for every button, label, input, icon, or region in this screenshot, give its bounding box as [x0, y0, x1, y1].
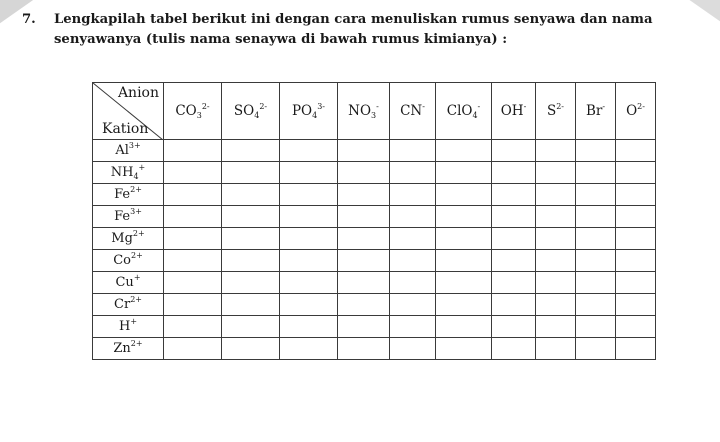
answer-cell[interactable]	[164, 206, 222, 228]
answer-cell[interactable]	[436, 162, 492, 184]
cation-label-subscript: 4	[133, 172, 139, 181]
answer-cell[interactable]	[536, 272, 576, 294]
anion-header-cell	[436, 83, 492, 140]
answer-cell[interactable]	[390, 272, 436, 294]
answer-cell[interactable]	[164, 162, 222, 184]
question-line-1: Lengkapilah tabel berikut ini dengan cara menuliskan rumus senyawa dan nama	[54, 12, 653, 27]
answer-cell[interactable]	[616, 250, 656, 272]
answer-cell[interactable]	[280, 338, 338, 360]
answer-cell[interactable]	[222, 206, 280, 228]
answer-cell[interactable]	[436, 338, 492, 360]
answer-cell[interactable]	[338, 316, 390, 338]
answer-cell[interactable]	[338, 294, 390, 316]
cation-label-charge: 2+	[130, 339, 143, 348]
table-row	[93, 272, 656, 294]
answer-cell[interactable]	[164, 272, 222, 294]
answer-cell[interactable]	[280, 206, 338, 228]
answer-cell[interactable]	[164, 316, 222, 338]
answer-cell[interactable]	[576, 272, 616, 294]
cation-label-charge: 3+	[130, 207, 142, 216]
answer-cell[interactable]	[164, 338, 222, 360]
cation-label-symbol: Fe	[114, 187, 131, 202]
answer-cell[interactable]	[222, 228, 280, 250]
cation-label-charge: 3+	[128, 141, 141, 150]
answer-cell[interactable]	[536, 294, 576, 316]
anion-header-row	[93, 83, 656, 140]
answer-cell[interactable]	[536, 316, 576, 338]
anion-label	[501, 103, 527, 119]
answer-cell[interactable]	[576, 338, 616, 360]
answer-cell[interactable]	[280, 294, 338, 316]
cation-label-symbol: Cu	[115, 275, 134, 290]
answer-cell[interactable]	[436, 250, 492, 272]
answer-cell[interactable]	[492, 228, 536, 250]
answer-cell[interactable]	[616, 206, 656, 228]
anion-label-symbol: ClO	[446, 103, 473, 119]
answer-cell[interactable]	[536, 140, 576, 162]
cation-label-charge: +	[130, 317, 138, 326]
answer-cell[interactable]	[390, 184, 436, 206]
anion-label-charge: -	[376, 102, 379, 111]
answer-cell[interactable]	[536, 228, 576, 250]
answer-cell[interactable]	[338, 228, 390, 250]
answer-cell[interactable]	[616, 184, 656, 206]
anion-label	[175, 103, 209, 119]
answer-cell[interactable]	[492, 206, 536, 228]
cation-label-symbol: Zn	[113, 341, 131, 356]
cation-label-charge: 2+	[130, 295, 142, 304]
answer-cell[interactable]	[436, 140, 492, 162]
anion-label-symbol: NO	[348, 103, 372, 119]
cation-header-cell	[93, 184, 164, 206]
anion-label-symbol: Br	[585, 103, 603, 119]
anion-label	[348, 103, 379, 119]
cation-label	[115, 275, 140, 290]
table-row	[93, 140, 656, 162]
cation-label-symbol: NH	[110, 165, 134, 180]
cation-label-symbol: H	[118, 319, 131, 334]
answer-cell[interactable]	[492, 250, 536, 272]
anion-label-charge: -	[602, 102, 606, 111]
cation-label	[115, 143, 140, 158]
table-row	[93, 184, 656, 206]
table-row	[93, 162, 656, 184]
answer-cell[interactable]	[280, 184, 338, 206]
answer-cell[interactable]	[222, 338, 280, 360]
answer-cell[interactable]	[280, 228, 338, 250]
answer-cell[interactable]	[616, 228, 656, 250]
anion-header-cell	[576, 83, 616, 140]
corner-header-cell	[93, 83, 164, 140]
anion-header-cell	[492, 83, 536, 140]
answer-cell[interactable]	[222, 250, 280, 272]
answer-cell[interactable]	[536, 338, 576, 360]
answer-cell[interactable]	[164, 140, 222, 162]
table-row	[93, 250, 656, 272]
answer-cell[interactable]	[576, 250, 616, 272]
answer-cell[interactable]	[164, 294, 222, 316]
cation-label	[111, 165, 146, 180]
question-number: 7.	[22, 12, 36, 27]
table-body	[93, 140, 656, 360]
answer-cell[interactable]	[576, 184, 616, 206]
cation-label-charge: 2+	[132, 229, 145, 238]
answer-cell[interactable]	[390, 294, 436, 316]
answer-cell[interactable]	[280, 272, 338, 294]
anion-label-symbol: O	[626, 103, 638, 119]
answer-cell[interactable]	[616, 140, 656, 162]
anion-label-symbol: CN	[400, 103, 423, 119]
answer-cell[interactable]	[338, 206, 390, 228]
anion-label-charge: 2-	[556, 102, 565, 111]
cation-label	[114, 209, 142, 224]
table-row	[93, 294, 656, 316]
cation-header-cell	[93, 272, 164, 294]
answer-cell[interactable]	[616, 316, 656, 338]
anion-label-charge: 2-	[259, 102, 268, 111]
answer-cell[interactable]	[280, 250, 338, 272]
cation-corner-label: Kation	[102, 121, 149, 137]
answer-cell[interactable]	[576, 294, 616, 316]
answer-cell[interactable]	[536, 162, 576, 184]
answer-cell[interactable]	[492, 272, 536, 294]
answer-cell[interactable]	[390, 250, 436, 272]
cation-label-charge: +	[133, 273, 141, 282]
cation-label-symbol: Mg	[111, 231, 133, 246]
anion-label	[400, 103, 425, 119]
anion-label-charge: -	[477, 102, 481, 111]
answer-cell[interactable]	[616, 338, 656, 360]
cation-label	[113, 341, 142, 356]
answer-cell[interactable]	[616, 294, 656, 316]
cation-header-cell	[93, 316, 164, 338]
ion-compound-table	[92, 82, 656, 360]
answer-cell[interactable]	[164, 228, 222, 250]
answer-cell[interactable]	[164, 250, 222, 272]
cation-header-cell	[93, 206, 164, 228]
answer-cell[interactable]	[222, 162, 280, 184]
anion-label	[234, 103, 267, 119]
answer-cell[interactable]	[222, 294, 280, 316]
answer-cell[interactable]	[390, 338, 436, 360]
cation-header-cell	[93, 228, 164, 250]
answer-cell[interactable]	[492, 140, 536, 162]
answer-cell[interactable]	[164, 184, 222, 206]
answer-cell[interactable]	[390, 140, 436, 162]
answer-cell[interactable]	[390, 162, 436, 184]
table-row	[93, 228, 656, 250]
anion-header-cell	[280, 83, 338, 140]
answer-cell[interactable]	[222, 184, 280, 206]
answer-cell[interactable]	[536, 206, 576, 228]
answer-cell[interactable]	[536, 184, 576, 206]
answer-cell[interactable]	[576, 206, 616, 228]
cation-label-symbol: Co	[113, 253, 131, 268]
answer-cell[interactable]	[436, 228, 492, 250]
anion-header-cell	[164, 83, 222, 140]
answer-cell[interactable]	[338, 140, 390, 162]
anion-label-symbol: CO	[175, 103, 197, 119]
cation-header-cell	[93, 294, 164, 316]
answer-cell[interactable]	[576, 140, 616, 162]
answer-cell[interactable]	[536, 250, 576, 272]
cation-label	[114, 297, 142, 312]
cation-label-charge: 2+	[130, 185, 142, 194]
cation-label-symbol: Al	[115, 143, 129, 158]
anion-label-symbol: PO	[291, 103, 313, 119]
answer-cell[interactable]	[616, 272, 656, 294]
anion-label	[292, 103, 325, 119]
anion-label	[586, 103, 605, 119]
table-row	[93, 338, 656, 360]
anion-header-cell	[222, 83, 280, 140]
answer-cell[interactable]	[338, 338, 390, 360]
answer-cell[interactable]	[492, 294, 536, 316]
answer-cell[interactable]	[222, 140, 280, 162]
table-row	[93, 206, 656, 228]
anion-header-cell	[536, 83, 576, 140]
answer-cell[interactable]	[338, 250, 390, 272]
answer-cell[interactable]	[436, 316, 492, 338]
answer-cell[interactable]	[390, 228, 436, 250]
answer-cell[interactable]	[338, 272, 390, 294]
answer-cell[interactable]	[280, 162, 338, 184]
anion-label-subscript: 3	[196, 111, 202, 120]
cation-label	[113, 253, 143, 268]
answer-cell[interactable]	[492, 184, 536, 206]
cation-label	[119, 319, 137, 334]
answer-cell[interactable]	[436, 272, 492, 294]
anion-label-charge: 3-	[317, 102, 326, 111]
answer-cell[interactable]	[492, 162, 536, 184]
anion-label-subscript: 4	[472, 111, 478, 120]
cation-label	[111, 231, 144, 246]
anion-corner-label: Anion	[117, 85, 159, 101]
anion-label-charge: -	[422, 102, 425, 111]
answer-cell[interactable]	[436, 206, 492, 228]
answer-cell[interactable]	[338, 162, 390, 184]
anion-label-charge: 2-	[201, 102, 210, 111]
anion-label	[447, 103, 481, 119]
answer-cell[interactable]	[222, 272, 280, 294]
answer-cell[interactable]	[576, 316, 616, 338]
anion-label-charge: 2-	[637, 102, 645, 111]
anion-label-subscript: 4	[254, 111, 260, 120]
question-line-2: senyawanya (tulis nama senaywa di bawah rumus kimianya) :	[54, 32, 508, 47]
anion-label-symbol: OH	[500, 103, 524, 119]
answer-cell[interactable]	[390, 206, 436, 228]
answer-cell[interactable]	[576, 228, 616, 250]
anion-label	[547, 103, 564, 119]
answer-cell[interactable]	[280, 316, 338, 338]
answer-cell[interactable]	[436, 184, 492, 206]
anion-label-subscript: 3	[371, 111, 377, 120]
anion-header-cell	[338, 83, 390, 140]
anion-label-charge: -	[523, 102, 527, 111]
anion-label-subscript: 4	[312, 111, 318, 120]
answer-cell[interactable]	[390, 316, 436, 338]
anion-header-cell	[390, 83, 436, 140]
question-text	[54, 10, 704, 50]
cation-label-charge: +	[138, 163, 146, 172]
answer-cell[interactable]	[492, 338, 536, 360]
cation-header-cell	[93, 338, 164, 360]
cation-header-cell	[93, 162, 164, 184]
answer-cell[interactable]	[616, 162, 656, 184]
cation-label-symbol: Cr	[114, 297, 131, 312]
cation-label-charge: 2+	[130, 251, 143, 260]
anion-header-cell	[616, 83, 656, 140]
cation-label-symbol: Fe	[114, 209, 131, 224]
answer-cell[interactable]	[338, 184, 390, 206]
cation-header-cell	[93, 250, 164, 272]
anion-label-symbol: SO	[233, 103, 255, 119]
answer-cell[interactable]	[280, 140, 338, 162]
cation-header-cell	[93, 140, 164, 162]
anion-label-symbol: S	[546, 103, 557, 119]
answer-cell[interactable]	[576, 162, 616, 184]
answer-cell[interactable]	[436, 294, 492, 316]
answer-cell[interactable]	[222, 316, 280, 338]
table-row	[93, 316, 656, 338]
anion-label	[626, 103, 645, 119]
cation-label	[114, 187, 142, 202]
answer-cell[interactable]	[492, 316, 536, 338]
